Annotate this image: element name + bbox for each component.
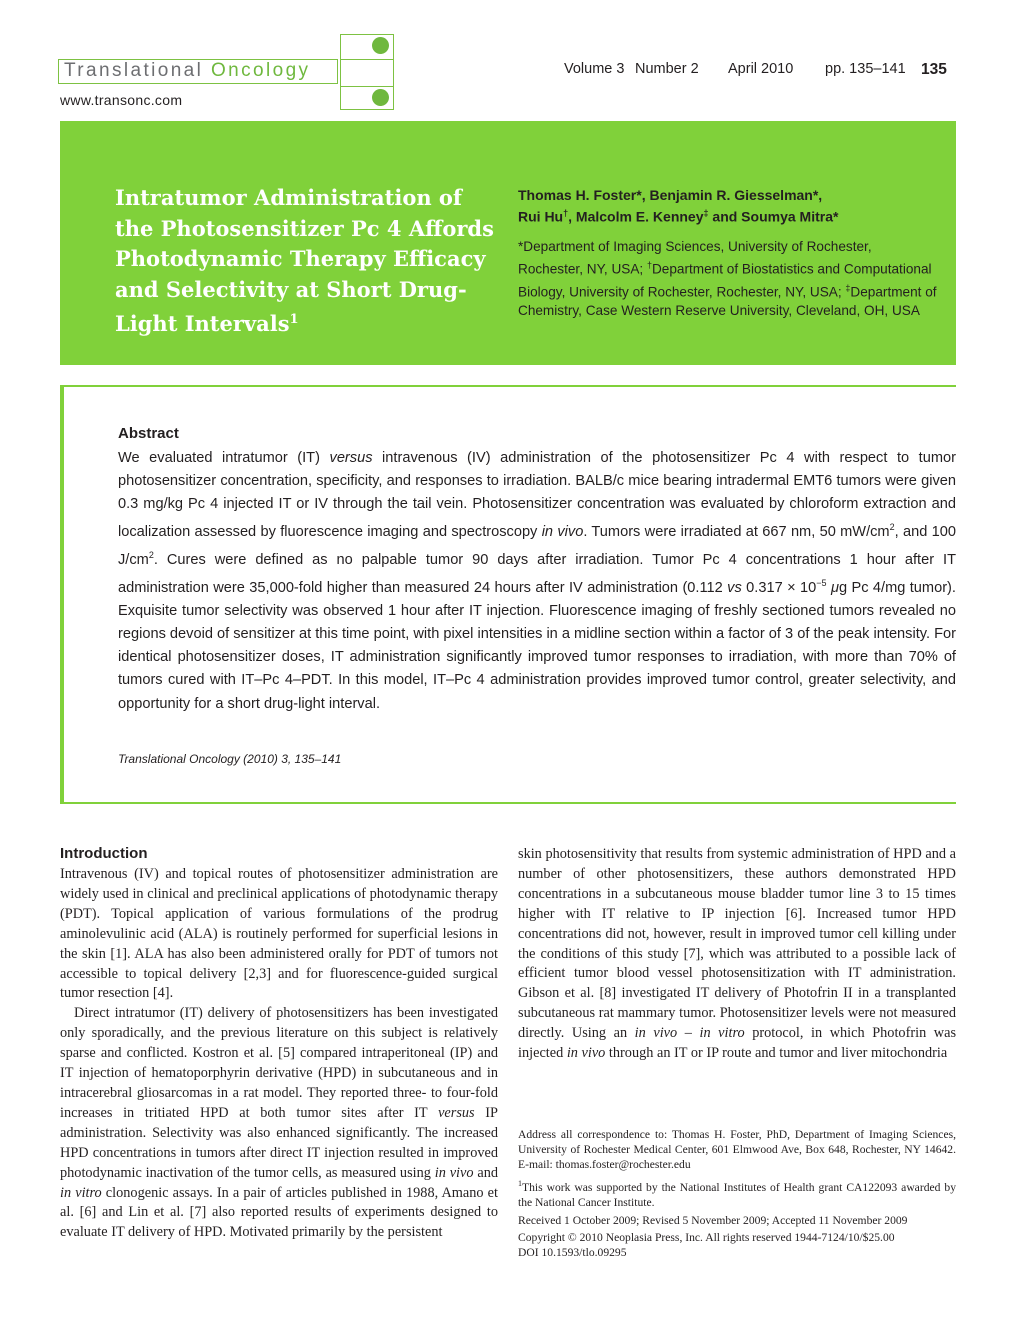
paragraph: skin photosensitivity that results from systemic administration of HPD and a number of other photosensitizers, these authors demonstrated HPD concentrations in a subcutaneous mouse bladder tumor line 3 to 15 times higher with IT relative to IP injection [6]. Increased tumor HPD concentrations did not, however, result in improved tumor cell killing under the conditions of this study [7], which was attributed to a possible lack of efficient tumor blood vessel photosensitization with IT administration. Gibson et al. [8] investigated IT delivery of Photofrin II in a transplanted subcutaneous rat mammary tumor. Photosensitizer levels were not measured directly. Using an in vivo – in vitro protocol, in which Photofrin was injected in vivo through an IT or IP route and tumor and liver mitochondria (518, 846, 957, 1062)
affiliation-mark: ‡ (703, 208, 709, 218)
author-name: Rui Hu (518, 208, 564, 225)
affiliation-biostatistics: Department of Biostatistics and Computational Biology, University of Rochester, Rochester, NY, USA; (518, 261, 932, 300)
abstract-text: We evaluated intratumor (IT) versus intravenous (IV) administration of the photosensitizer Pc 4 with respect to tumor photosensitizer concentration, specificity, and responses to irradiation. BALB/c mice bearing intradermal EMT6 tumors were given 0.3 mg/kg Pc 4 injected IT or IV through the tail vein. Photosensitizer concentration was evaluated by chloroform extraction and localization assessed by fluorescence imaging and spectroscopy in vivo. Tumors were irradiated at 667 nm, 50 $mW/cm^2$, and 100 $J/cm^2$. Cures were defined as no palpable tumor 90 days after irradiation. Tumor Pc 4 concentrations 1 hour after IT administration were 35,000-fold higher than measured 24 hours after IV administration (0.112 vs $0.317 \times 10^{-5}$ μg Pc 4/mg tumor). Exquisite tumor selectivity was observed 1 hour after IT injection. Fluorescence imaging of freshly sectioned tumors revealed no regions devoid of sensitizer at this time point, with pixel intensities in a midline section within a factor of 3 of the peak intensity. For identical photosensitizer doses, IT administration significantly improved tumor responses to irradiation, with more than 70% of tumors cured with IT–Pc 4–PDT. In this model, IT–Pc 4 administration provides improved tumor control, greater selectivity, and opportunity for a short drug-light interval. (118, 450, 956, 712)
issue-number: Number 2 (635, 61, 699, 77)
logo-dot-icon (372, 37, 389, 54)
page-number: 135 (921, 61, 947, 78)
affiliations (518, 238, 938, 321)
affiliation-chemistry: Department of Chemistry, Case Western Reserve University, Cleveland, OH, USA (518, 284, 937, 319)
abstract-border-top (60, 385, 956, 387)
article-notes (518, 1127, 956, 1228)
volume: Volume 3 (564, 61, 625, 77)
author-list (518, 186, 938, 226)
title-footnote-mark: 1 (289, 312, 299, 327)
authors-line-1: Thomas H. Foster*, Benjamin R. Giesselman*, (518, 187, 823, 203)
journal-website-link[interactable]: www.transonc.com (60, 92, 183, 108)
journal-logo-text (64, 60, 310, 82)
issue-date: April 2010 (728, 61, 794, 77)
author-name: and Soumya Mitra* (708, 208, 839, 225)
copyright-block (518, 1230, 956, 1260)
paragraph: Direct intratumor (IT) delivery of photosensitizers has been investigated only sporadically, and the previous literature on this subject is relatively sparse and conflicted. Kostron et al. [5] compared intraperitoneal (IP) and IT injection of hematoporphyrin derivative (HPD) in subcutaneous and in intracerebral gliosarcomas in a rat model. They reported three- to four-fold increases in tritiated HPD at both tumor sites after IT versus IP administration. Selectivity was also enhanced significantly. The increased HPD concentrations in tumors after direct IT injection resulted in improved photodynamic inactivation of the tumor cells, as measured using in vivo and in vitro clonogenic assays. In a pair of articles published in 1988, Amano et al. [6] and Lin et al. [7] also reported results of experiments designed to evaluate IT delivery of HPD. Motivated primarily by the persistent (60, 1005, 498, 1241)
article-citation: Translational Oncology (2010) 3, 135–141 (118, 752, 342, 766)
doi-link[interactable]: DOI 10.1593/tlo.09295 (518, 1246, 627, 1260)
correspondence-note: Address all correspondence to: Thomas H. Foster, PhD, Department of Imaging Sciences, University of Rochester Medical Center, 601 Elmwood Ave, Box 648, Rochester, NY 14642. E-mail: thomas.foster@rochester.edu (518, 1128, 956, 1172)
author-name: , Malcolm E. Kenney (568, 208, 704, 225)
journal-name-part2: Oncology (210, 60, 311, 81)
article-title (115, 183, 495, 340)
abstract-border-left (60, 385, 64, 803)
received-dates: Received 1 October 2009; Revised 5 November 2009; Accepted 11 November 2009 (518, 1213, 908, 1227)
page-range: pp. 135–141 (825, 61, 906, 77)
copyright-line: Copyright © 2010 Neoplasia Press, Inc. All rights reserved 1944-7124/10/$25.00 (518, 1231, 895, 1244)
article-title-text: Intratumor Administration of the Photosensitizer Pc 4 Affords Photodynamic Therapy Efficacy and Selectivity at Short Drug-Light Intervals (115, 185, 494, 336)
funding-note: $^1$This work was supported by the National Institutes of Health grant CA122093 awarded by the National Cancer Institute. (518, 1178, 956, 1209)
affiliation-imaging: *Department of Imaging Sciences, University of Rochester, Rochester, NY, USA; (518, 239, 872, 277)
affiliation-mark: ‡ (845, 283, 851, 294)
abstract-border-bottom (60, 802, 956, 804)
affiliation-mark: † (646, 260, 652, 271)
abstract-heading: Abstract (118, 425, 179, 442)
logo-dot-icon (372, 89, 389, 106)
paragraph: Intravenous (IV) and topical routes of photosensitizer administration are widely used in clinical and preclinical applications of photodynamic therapy (PDT). Topical application of various formulations of the prodrug aminolevulinic acid (ALA) is routinely performed for superficial lesions in the skin [1]. ALA has also been administered orally for PDT of tumors not accessible to topical delivery [2,3] and for fluorescence-guided surgical tumor resection [4]. (60, 866, 498, 1002)
affiliation-mark: † (563, 208, 569, 218)
issue-info (520, 61, 956, 81)
journal-name-part1: Translational (64, 60, 204, 81)
body-column-right (518, 845, 956, 1064)
section-heading-introduction: Introduction (60, 845, 148, 862)
body-column-left (60, 865, 498, 1243)
